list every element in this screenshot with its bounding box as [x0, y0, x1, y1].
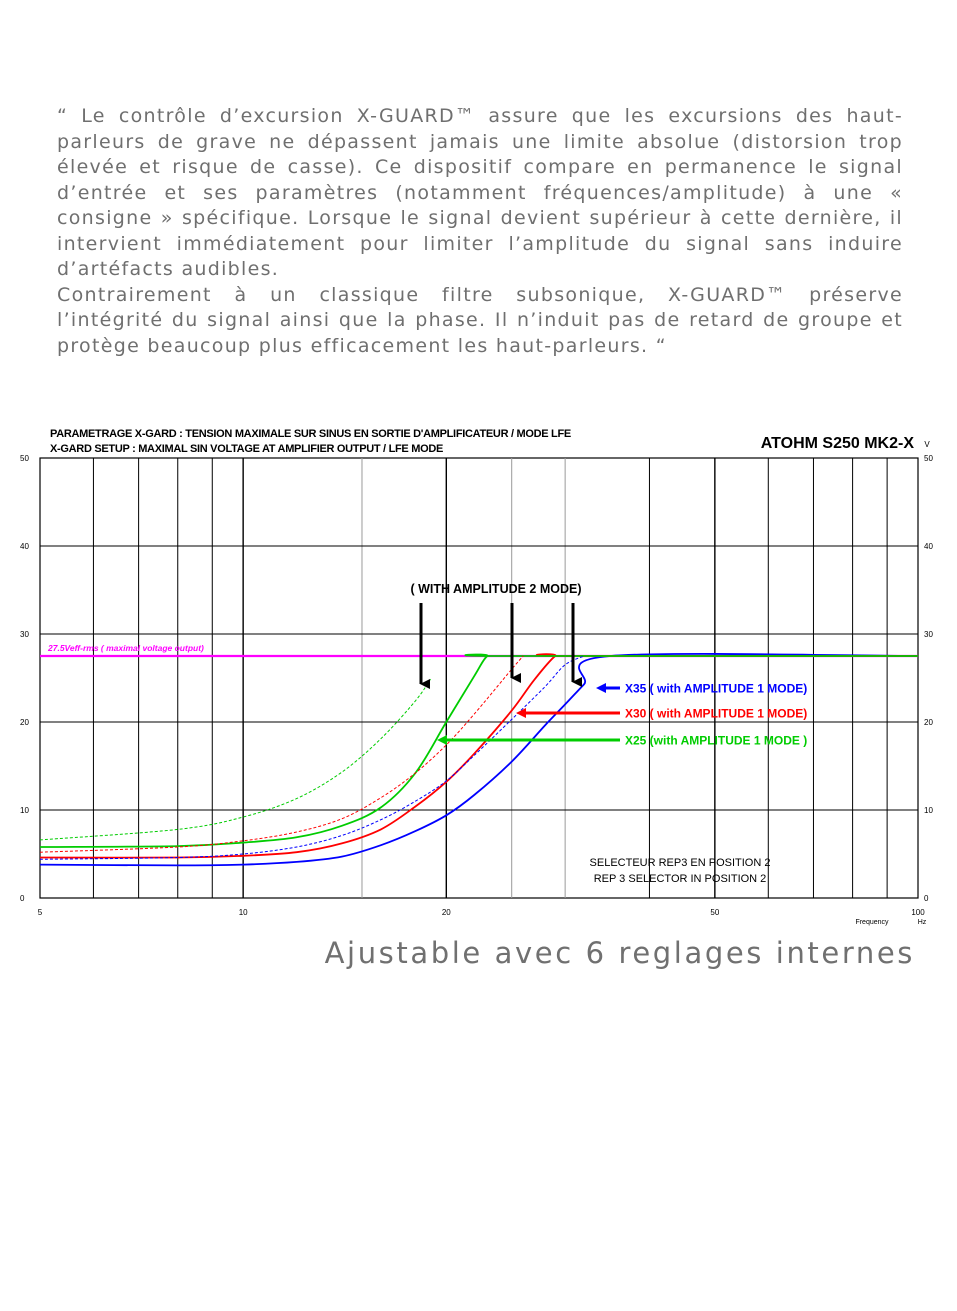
quote-text [57, 104, 903, 359]
mode-arrow-head-1 [516, 708, 526, 718]
x-tick-label: 5 [37, 908, 43, 917]
series-line-amplitude2-4 [40, 656, 523, 852]
y-tick-label-left: 30 [20, 630, 29, 639]
series-line-amplitude2-3 [40, 656, 584, 859]
y-tick-label-left: 0 [20, 894, 25, 903]
x-axis-unit: Hz [917, 919, 927, 926]
xguard-chart [0, 420, 957, 930]
chart-model-title: ATOHM S250 MK2-X [760, 435, 914, 452]
quote-paragraph-1: “ Le contrôle d’excursion X-GUARD™ assure que les excursions des haut-parleurs de grave ne dépassent jamais une limite absolue (distorsion trop élevée et risque de casse). Ce dispositif compare en permanence le signal d’entrée et ses paramètres (notamment fréquences/amplitude) à une « consigne » spécifique. Lorsque le signal devient supérieur à cette dernière, il intervient immédiatement pour limiter l’amplitude du signal sans induire d’artéfacts audibles. [57, 105, 903, 280]
quote-paragraph-2: Contrairement à un classique filtre subsonique, X-GUARD™ préserve l’intégrité du signal ainsi que la phase. Il n’induit pas de retard de groupe et protège beaucoup plus efficacement les haut-parleurs. “ [57, 283, 903, 357]
y-tick-label-left: 50 [20, 454, 29, 463]
y-tick-label-right: 30 [924, 630, 933, 639]
chart-title-fr: PARAMETRAGE X-GARD : TENSION MAXIMALE SUR SINUS EN SORTIE D'AMPLIFICATEUR / MODE LFE [50, 428, 571, 440]
selector-note-line: REP 3 SELECTOR IN POSITION 2 [593, 873, 767, 885]
y-tick-label-right: 10 [924, 806, 933, 815]
x-tick-label: 20 [441, 908, 451, 917]
x-tick-label: 10 [238, 908, 248, 917]
mode-label-2: X25 (with AMPLITUDE 1 MODE ) [625, 733, 808, 748]
mode-arrow-head-0 [596, 683, 606, 693]
x-tick-label: 100 [911, 908, 925, 917]
caption: Ajustable avec 6 reglages internes [324, 936, 915, 970]
plot-frame [40, 458, 918, 898]
y-tick-label-right: 40 [924, 542, 933, 551]
y-tick-label-left: 10 [20, 806, 29, 815]
mode-label-0: X35 ( with AMPLITUDE 1 MODE) [625, 681, 808, 696]
x-tick-label: 50 [710, 908, 720, 917]
y-tick-label-right: 50 [924, 454, 933, 463]
amplitude2-label: ( WITH AMPLITUDE 2 MODE) [410, 582, 582, 596]
series-line-amplitude2-5 [40, 678, 431, 840]
mode-label-1: X30 ( with AMPLITUDE 1 MODE) [625, 706, 808, 721]
x-axis-label: Frequency [855, 919, 889, 926]
y-tick-label-right: 20 [924, 718, 933, 727]
chart-title-en: X-GARD SETUP : MAXIMAL SIN VOLTAGE AT AMPLIFIER OUTPUT / LFE MODE [50, 443, 444, 455]
y-tick-label-left: 20 [20, 718, 29, 727]
y-tick-label-right: 0 [924, 894, 929, 903]
selector-note-line: SELECTEUR REP3 EN POSITION 2 [589, 857, 771, 869]
y-axis-unit: V [924, 440, 930, 449]
max-voltage-label: 27.5Veff-rms ( maximal voltage output) [48, 643, 204, 653]
y-tick-label-left: 40 [20, 542, 29, 551]
